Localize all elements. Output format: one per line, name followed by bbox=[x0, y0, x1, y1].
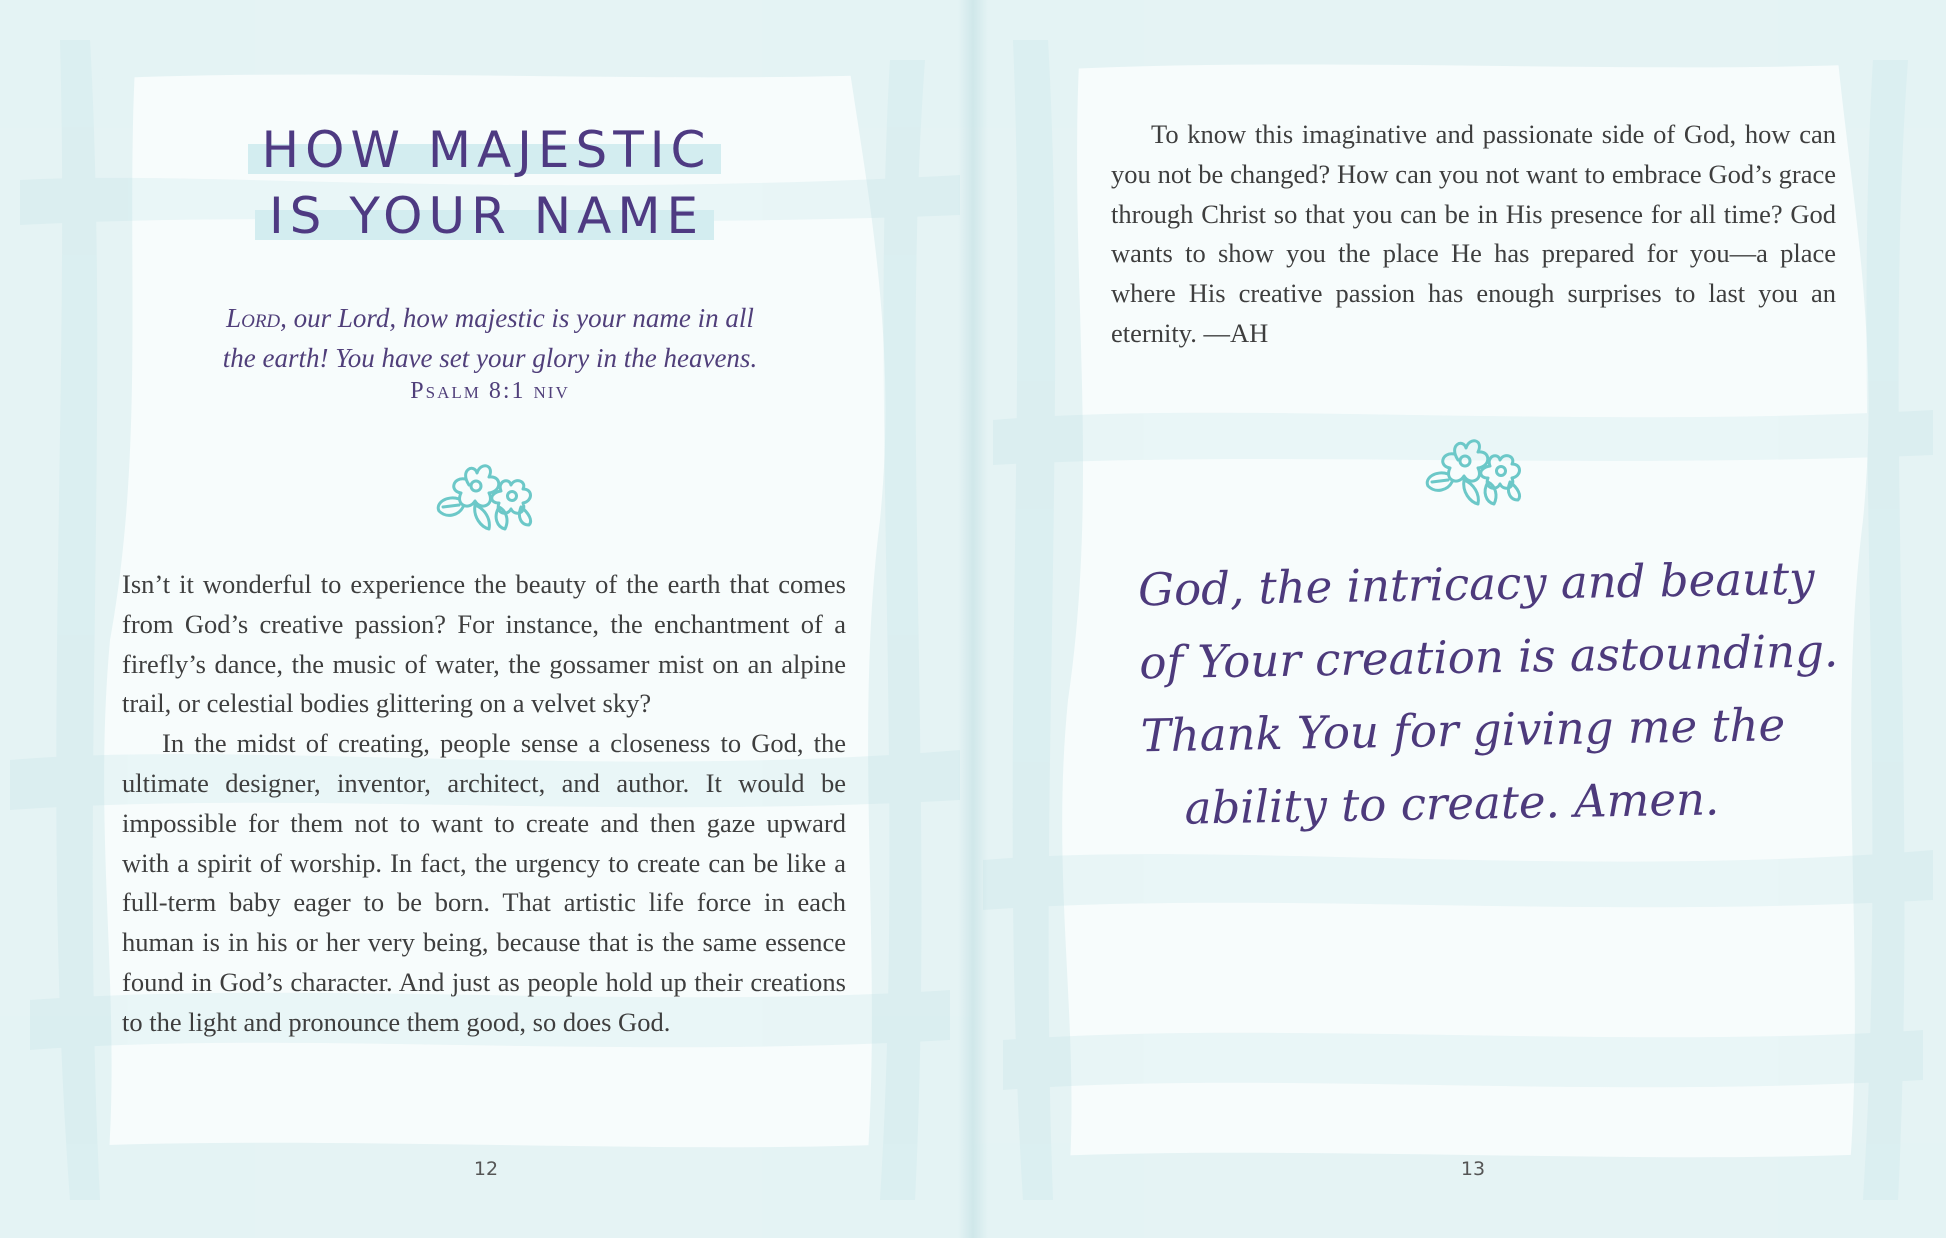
page-number-right: 13 bbox=[1460, 1158, 1486, 1180]
book-gutter bbox=[958, 0, 988, 1238]
title-line-2 bbox=[269, 184, 704, 248]
title-text-2: IS YOUR NAME bbox=[268, 187, 705, 245]
prayer-line-4: ability to create. Amen. bbox=[1184, 772, 1720, 835]
paragraph-2: In the midst of creating, people sense a closeness to God, the ultimate designer, inventor, architect, and author. It would be impossible for them not to want to create and then gaze upward with a spirit of worship. In fact, the urgency to create can be like a full-term baby eager to be born. That artistic life force in each human is in his or her very being, because that is the same essence found in God’s character. And just as people hold up their creations to the light and pronounce them good, so does God. bbox=[122, 728, 846, 1037]
verse-reference: Psalm 8:1 niv bbox=[410, 378, 570, 404]
body-text-left bbox=[122, 565, 846, 1043]
chapter-title bbox=[0, 118, 973, 250]
body-text-right bbox=[1111, 115, 1836, 354]
title-line-1 bbox=[262, 118, 712, 182]
paragraph-3: To know this imaginative and passionate side of God, how can you not be changed? How can you not want to embrace God’s grace through Christ so that you can be in His presence for all time? God wants to show you the place He has prepared for you—a place where His creative passion has enough surprises to last you an eternity. —AH bbox=[1111, 119, 1836, 348]
paragraph-1: Isn’t it wonderful to experience the beauty of the earth that comes from God’s creative passion? For instance, the enchantment of a firefly’s dance, the music of water, the gossamer mist on an alpine trail, or celestial bodies glittering on a velvet sky? bbox=[122, 569, 846, 719]
prayer-line-3: Thank You for giving me the bbox=[1140, 698, 1786, 763]
verse-line-2: the earth! You have set your glory in the heavens. bbox=[222, 343, 758, 373]
page-number-left: 12 bbox=[473, 1158, 499, 1180]
title-text-1: HOW MAJESTIC bbox=[261, 121, 712, 179]
prayer-line-1: God, the intricacy and beauty bbox=[1137, 551, 1815, 617]
prayer-script bbox=[1137, 543, 1839, 846]
prayer-line-2: of Your creation is astounding. bbox=[1138, 624, 1839, 690]
scripture-verse bbox=[140, 298, 840, 378]
verse-line-1: , our Lord, how majestic is your name in all bbox=[280, 303, 754, 333]
verse-lord: Lord bbox=[226, 303, 281, 333]
flower-cluster-icon bbox=[1418, 430, 1528, 510]
flower-cluster-icon bbox=[429, 455, 539, 535]
